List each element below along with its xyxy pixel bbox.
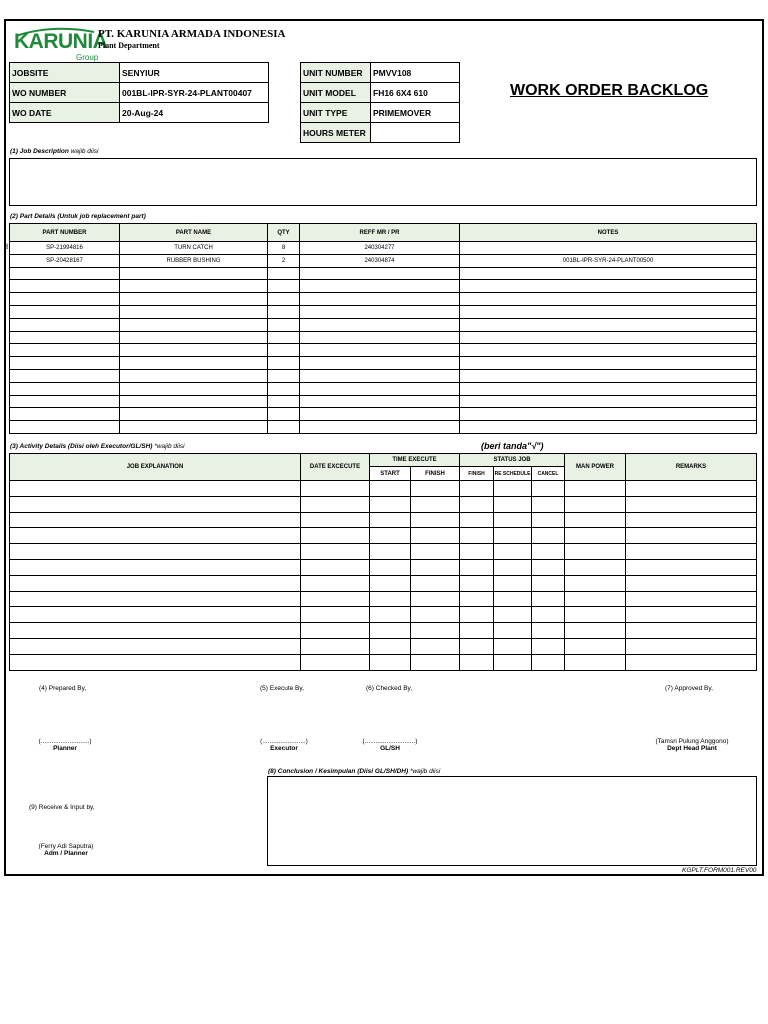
parts-cell-notes[interactable] — [460, 395, 757, 408]
parts-cell-part-name[interactable] — [120, 395, 268, 408]
parts-cell-part-number[interactable] — [10, 395, 120, 408]
activity-cell-status-finish[interactable] — [460, 623, 494, 639]
unit-number-value[interactable]: PMVV108 — [371, 63, 460, 83]
parts-cell-reff[interactable] — [300, 267, 460, 280]
activity-cell-status-finish[interactable] — [460, 575, 494, 591]
activity-cell-remarks[interactable] — [626, 528, 757, 544]
parts-cell-notes[interactable] — [460, 331, 757, 344]
parts-cell-reff[interactable] — [300, 408, 460, 421]
activity-cell-job-explanation[interactable] — [10, 654, 301, 670]
activity-cell-status-finish[interactable] — [460, 654, 494, 670]
activity-cell-status-cancel[interactable] — [532, 623, 565, 639]
activity-cell-man-power[interactable] — [565, 528, 626, 544]
approved-role: Dept Head Plant — [667, 745, 717, 752]
activity-cell-job-explanation[interactable] — [10, 544, 301, 560]
parts-cell-reff[interactable] — [300, 357, 460, 370]
section-8-title: (8) Conclusion / Kesimpulan (Diisi GL/SH/DH) — [268, 768, 409, 775]
receive-name: (Ferry Adi Saputra) — [38, 843, 94, 850]
activity-cell-status-finish[interactable] — [460, 544, 494, 560]
receive-role: Adm / Planner — [44, 850, 88, 857]
activity-cell-status-finish[interactable] — [460, 638, 494, 654]
section-1-title: (1) Job Description — [10, 148, 69, 155]
col-status-cancel: CANCEL — [532, 467, 565, 481]
activity-cell-finish[interactable] — [411, 638, 460, 654]
activity-cell-status-reschedule[interactable] — [494, 512, 532, 528]
col-part-name: PART NAME — [120, 224, 268, 242]
section-8-label — [268, 768, 440, 775]
activity-cell-start[interactable] — [370, 559, 411, 575]
activity-cell-date-execute[interactable] — [301, 481, 370, 497]
activity-cell-remarks[interactable] — [626, 591, 757, 607]
activity-cell-date-execute[interactable] — [301, 528, 370, 544]
info-row-wo-date — [10, 103, 269, 123]
activity-cell-date-execute[interactable] — [301, 591, 370, 607]
activity-cell-man-power[interactable] — [565, 623, 626, 639]
unit-model-label: UNIT MODEL — [301, 83, 371, 103]
activity-cell-finish[interactable] — [411, 544, 460, 560]
parts-cell-qty[interactable]: 8 — [268, 242, 300, 255]
activity-cell-finish[interactable] — [411, 623, 460, 639]
activity-row — [10, 607, 757, 623]
department-name: Plant Department — [98, 41, 160, 50]
unit-type-value[interactable]: PRIMEMOVER — [371, 103, 460, 123]
activity-cell-status-cancel[interactable] — [532, 544, 565, 560]
parts-cell-reff[interactable] — [300, 395, 460, 408]
parts-cell-qty[interactable] — [268, 421, 300, 434]
execute-role: Executor — [270, 745, 298, 752]
parts-cell-part-name[interactable] — [120, 357, 268, 370]
activity-table — [9, 453, 757, 671]
activity-cell-start[interactable] — [370, 575, 411, 591]
parts-cell-notes[interactable] — [460, 382, 757, 395]
activity-row — [10, 544, 757, 560]
parts-cell-reff[interactable]: 240304874 — [300, 254, 460, 267]
activity-row — [10, 481, 757, 497]
activity-cell-finish[interactable] — [411, 512, 460, 528]
parts-cell-notes[interactable] — [460, 280, 757, 293]
wo-number-label: WO NUMBER — [10, 83, 120, 103]
parts-cell-part-number[interactable] — [10, 267, 120, 280]
activity-cell-status-reschedule[interactable] — [494, 623, 532, 639]
info-right-table — [300, 62, 460, 143]
parts-cell-notes[interactable] — [460, 344, 757, 357]
receive-signature — [30, 843, 102, 857]
parts-cell-reff[interactable] — [300, 331, 460, 344]
parts-cell-part-number[interactable]: SP-21994816 — [10, 242, 120, 255]
parts-cell-part-name[interactable]: RUBBER BUSHING — [120, 254, 268, 267]
hours-meter-label: HOURS METER — [301, 123, 371, 143]
activity-cell-finish[interactable] — [411, 559, 460, 575]
checked-signature — [356, 738, 424, 752]
activity-cell-start[interactable] — [370, 591, 411, 607]
info-left-table — [9, 62, 269, 123]
parts-cell-part-number[interactable]: SP-20428167 — [10, 254, 120, 267]
activity-cell-status-reschedule[interactable] — [494, 559, 532, 575]
parts-row — [10, 318, 757, 331]
activity-cell-status-finish[interactable] — [460, 512, 494, 528]
row-marker: d — [4, 244, 8, 251]
jobsite-label: JOBSITE — [10, 63, 120, 83]
section-2-label: (2) Part Details (Untuk job replacement part) — [10, 213, 146, 220]
parts-cell-reff[interactable] — [300, 369, 460, 382]
info-row-unit-model — [301, 83, 460, 103]
parts-header-row — [10, 224, 757, 242]
activity-cell-status-reschedule[interactable] — [494, 575, 532, 591]
activity-cell-status-finish[interactable] — [460, 559, 494, 575]
parts-cell-part-name[interactable] — [120, 421, 268, 434]
activity-row — [10, 575, 757, 591]
col-reff: REFF MR / PR — [300, 224, 460, 242]
activity-cell-remarks[interactable] — [626, 623, 757, 639]
parts-cell-notes[interactable] — [460, 357, 757, 370]
activity-cell-status-finish[interactable] — [460, 528, 494, 544]
prepared-caption: (4) Prepared By, — [39, 685, 87, 692]
col-remarks: REMARKS — [626, 454, 757, 481]
section-1-note: wajib diisi — [70, 148, 99, 155]
parts-cell-part-name[interactable] — [120, 267, 268, 280]
parts-cell-part-number[interactable] — [10, 344, 120, 357]
activity-cell-status-cancel[interactable] — [532, 638, 565, 654]
info-row-wo-number — [10, 83, 269, 103]
parts-row — [10, 357, 757, 370]
activity-cell-status-reschedule[interactable] — [494, 654, 532, 670]
activity-cell-status-cancel[interactable] — [532, 591, 565, 607]
activity-cell-man-power[interactable] — [565, 575, 626, 591]
activity-cell-man-power[interactable] — [565, 512, 626, 528]
activity-cell-status-cancel[interactable] — [532, 575, 565, 591]
section-1-label — [10, 148, 99, 155]
col-start: START — [370, 467, 411, 481]
activity-cell-finish[interactable] — [411, 575, 460, 591]
jobsite-value[interactable]: SENYIUR — [120, 63, 269, 83]
activity-cell-job-explanation[interactable] — [10, 623, 301, 639]
parts-cell-part-number[interactable] — [10, 369, 120, 382]
parts-cell-qty[interactable] — [268, 331, 300, 344]
wo-number-value[interactable]: 001BL-IPR-SYR-24-PLANT00407 — [120, 83, 269, 103]
parts-row — [10, 242, 757, 255]
execute-signature — [252, 738, 316, 752]
parts-row — [10, 344, 757, 357]
activity-cell-status-finish[interactable] — [460, 481, 494, 497]
parts-row — [10, 369, 757, 382]
parts-row — [10, 421, 757, 434]
form-title: WORK ORDER BACKLOG — [510, 82, 709, 99]
parts-cell-part-number[interactable] — [10, 331, 120, 344]
activity-row — [10, 512, 757, 528]
parts-cell-qty[interactable] — [268, 382, 300, 395]
activity-cell-remarks[interactable] — [626, 512, 757, 528]
parts-cell-notes[interactable] — [460, 318, 757, 331]
unit-type-label: UNIT TYPE — [301, 103, 371, 123]
activity-row — [10, 559, 757, 575]
unit-number-label: UNIT NUMBER — [301, 63, 371, 83]
activity-cell-status-cancel[interactable] — [532, 607, 565, 623]
parts-cell-qty[interactable] — [268, 267, 300, 280]
section-3-label — [10, 443, 185, 450]
activity-cell-status-cancel[interactable] — [532, 654, 565, 670]
activity-cell-status-reschedule[interactable] — [494, 496, 532, 512]
activity-cell-status-reschedule[interactable] — [494, 638, 532, 654]
activity-cell-start[interactable] — [370, 623, 411, 639]
activity-cell-date-execute[interactable] — [301, 638, 370, 654]
activity-cell-remarks[interactable] — [626, 481, 757, 497]
activity-cell-date-execute[interactable] — [301, 496, 370, 512]
activity-cell-finish[interactable] — [411, 481, 460, 497]
parts-cell-part-name[interactable] — [120, 318, 268, 331]
activity-cell-man-power[interactable] — [565, 607, 626, 623]
activity-cell-status-reschedule[interactable] — [494, 607, 532, 623]
activity-cell-date-execute[interactable] — [301, 575, 370, 591]
activity-cell-date-execute[interactable] — [301, 607, 370, 623]
parts-cell-reff[interactable] — [300, 305, 460, 318]
parts-cell-part-name[interactable] — [120, 305, 268, 318]
parts-cell-part-number[interactable] — [10, 280, 120, 293]
parts-cell-notes[interactable] — [460, 421, 757, 434]
parts-row — [10, 293, 757, 306]
approved-caption: (7) Approved By, — [665, 685, 713, 692]
activity-cell-status-cancel[interactable] — [532, 496, 565, 512]
activity-cell-finish[interactable] — [411, 528, 460, 544]
activity-cell-start[interactable] — [370, 512, 411, 528]
unit-model-value[interactable]: FH16 6X4 610 — [371, 83, 460, 103]
parts-cell-part-number[interactable] — [10, 357, 120, 370]
parts-cell-part-number[interactable] — [10, 318, 120, 331]
receive-caption: (9) Receive & Input by, — [29, 804, 95, 811]
checked-role: GL/SH — [380, 745, 400, 752]
prepared-role: Planner — [53, 745, 77, 752]
parts-cell-qty[interactable] — [268, 408, 300, 421]
activity-cell-start[interactable] — [370, 528, 411, 544]
parts-cell-notes[interactable] — [460, 293, 757, 306]
execute-caption: (5) Execute By, — [260, 685, 304, 692]
activity-cell-status-finish[interactable] — [460, 607, 494, 623]
activity-cell-status-cancel[interactable] — [532, 481, 565, 497]
activity-cell-status-reschedule[interactable] — [494, 481, 532, 497]
activity-cell-man-power[interactable] — [565, 544, 626, 560]
activity-cell-start[interactable] — [370, 544, 411, 560]
activity-cell-man-power[interactable] — [565, 481, 626, 497]
parts-row — [10, 395, 757, 408]
activity-cell-man-power[interactable] — [565, 559, 626, 575]
activity-cell-man-power[interactable] — [565, 654, 626, 670]
activity-row — [10, 528, 757, 544]
section-3-title: (3) Activity Details (Diisi oleh Executor/GL/SH) — [10, 443, 153, 450]
parts-cell-part-number[interactable] — [10, 408, 120, 421]
activity-row — [10, 496, 757, 512]
logo-group: Group — [76, 53, 99, 62]
job-description-box[interactable] — [9, 158, 757, 206]
parts-cell-reff[interactable] — [300, 421, 460, 434]
parts-cell-qty[interactable] — [268, 280, 300, 293]
activity-cell-remarks[interactable] — [626, 638, 757, 654]
activity-cell-start[interactable] — [370, 607, 411, 623]
parts-row — [10, 305, 757, 318]
parts-row — [10, 267, 757, 280]
section-8-note: *wajib diisi — [409, 768, 441, 775]
activity-cell-remarks[interactable] — [626, 496, 757, 512]
section-3-note: *wajib diisi — [154, 443, 185, 450]
activity-cell-status-cancel[interactable] — [532, 528, 565, 544]
parts-cell-part-name[interactable]: TURN CATCH — [120, 242, 268, 255]
parts-cell-part-name[interactable] — [120, 293, 268, 306]
parts-row — [10, 254, 757, 267]
col-time-execute: TIME EXECUTE — [370, 454, 460, 467]
parts-cell-notes[interactable] — [460, 305, 757, 318]
parts-row — [10, 382, 757, 395]
parts-cell-part-name[interactable] — [120, 344, 268, 357]
col-man-power: MAN POWER — [565, 454, 626, 481]
activity-cell-job-explanation[interactable] — [10, 559, 301, 575]
col-job-explanation: JOB EXPLANATION — [10, 454, 301, 481]
activity-cell-start[interactable] — [370, 481, 411, 497]
activity-cell-status-reschedule[interactable] — [494, 544, 532, 560]
activity-cell-man-power[interactable] — [565, 638, 626, 654]
prepared-signature — [34, 738, 96, 752]
activity-cell-start[interactable] — [370, 496, 411, 512]
activity-cell-remarks[interactable] — [626, 559, 757, 575]
parts-cell-qty[interactable]: 2 — [268, 254, 300, 267]
parts-table — [9, 223, 757, 434]
parts-cell-reff[interactable]: 240304277 — [300, 242, 460, 255]
col-status-reschedule: RE SCHEDULE — [494, 467, 532, 481]
parts-cell-part-number[interactable] — [10, 382, 120, 395]
parts-cell-part-number[interactable] — [10, 305, 120, 318]
col-part-number: PART NUMBER — [10, 224, 120, 242]
parts-cell-notes[interactable] — [460, 369, 757, 382]
activity-cell-man-power[interactable] — [565, 496, 626, 512]
parts-cell-reff[interactable] — [300, 318, 460, 331]
execute-name: (........................) — [260, 738, 308, 745]
activity-cell-job-explanation[interactable] — [10, 638, 301, 654]
info-row-hours-meter — [301, 123, 460, 143]
approved-signature — [646, 738, 738, 752]
activity-cell-remarks[interactable] — [626, 575, 757, 591]
activity-cell-job-explanation[interactable] — [10, 496, 301, 512]
activity-cell-finish[interactable] — [411, 496, 460, 512]
activity-cell-finish[interactable] — [411, 607, 460, 623]
activity-cell-job-explanation[interactable] — [10, 481, 301, 497]
activity-cell-status-finish[interactable] — [460, 591, 494, 607]
parts-cell-part-name[interactable] — [120, 331, 268, 344]
activity-cell-date-execute[interactable] — [301, 654, 370, 670]
activity-cell-start[interactable] — [370, 654, 411, 670]
checked-caption: (6) Checked By, — [366, 685, 413, 692]
parts-row — [10, 280, 757, 293]
activity-cell-status-finish[interactable] — [460, 496, 494, 512]
col-status-finish: FINISH — [460, 467, 494, 481]
parts-cell-part-number[interactable] — [10, 421, 120, 434]
parts-cell-qty[interactable] — [268, 357, 300, 370]
parts-cell-notes[interactable]: 001BL-IPR-SYR-24-PLANT00500 — [460, 254, 757, 267]
activity-cell-date-execute[interactable] — [301, 512, 370, 528]
activity-cell-status-cancel[interactable] — [532, 559, 565, 575]
activity-cell-job-explanation[interactable] — [10, 591, 301, 607]
activity-row — [10, 591, 757, 607]
checked-name: (............................) — [362, 738, 418, 745]
col-qty: QTY — [268, 224, 300, 242]
activity-cell-man-power[interactable] — [565, 591, 626, 607]
activity-cell-date-execute[interactable] — [301, 559, 370, 575]
parts-cell-qty[interactable] — [268, 293, 300, 306]
activity-cell-remarks[interactable] — [626, 654, 757, 670]
activity-cell-finish[interactable] — [411, 654, 460, 670]
parts-cell-reff[interactable] — [300, 344, 460, 357]
activity-cell-status-cancel[interactable] — [532, 512, 565, 528]
parts-cell-part-name[interactable] — [120, 369, 268, 382]
col-date-execute: DATE EXCECUTE — [301, 454, 370, 481]
parts-cell-part-name[interactable] — [120, 382, 268, 395]
activity-cell-remarks[interactable] — [626, 607, 757, 623]
parts-cell-qty[interactable] — [268, 305, 300, 318]
parts-cell-notes[interactable] — [460, 267, 757, 280]
approved-name: (Tamsri Pulung Anggono) — [655, 738, 729, 745]
activity-cell-job-explanation[interactable] — [10, 512, 301, 528]
footer-code: KGPLT.FORM001.REV00 — [682, 867, 757, 874]
activity-row — [10, 654, 757, 670]
karunia-logo — [12, 26, 108, 62]
hours-meter-value[interactable] — [371, 123, 460, 143]
parts-cell-reff[interactable] — [300, 382, 460, 395]
info-row-unit-number — [301, 63, 460, 83]
activity-cell-job-explanation[interactable] — [10, 607, 301, 623]
parts-cell-reff[interactable] — [300, 293, 460, 306]
activity-cell-finish[interactable] — [411, 591, 460, 607]
parts-cell-qty[interactable] — [268, 369, 300, 382]
prepared-name: (...........................) — [38, 738, 92, 745]
parts-row — [10, 408, 757, 421]
activity-header-row-1 — [10, 454, 757, 467]
tick-note: (beri tanda"√") — [481, 441, 544, 451]
activity-cell-status-reschedule[interactable] — [494, 528, 532, 544]
parts-cell-part-number[interactable] — [10, 293, 120, 306]
parts-cell-qty[interactable] — [268, 344, 300, 357]
parts-cell-part-name[interactable] — [120, 408, 268, 421]
activity-cell-date-execute[interactable] — [301, 544, 370, 560]
parts-cell-notes[interactable] — [460, 408, 757, 421]
col-status-job: STATUS JOB — [460, 454, 565, 467]
info-row-unit-type — [301, 103, 460, 123]
activity-cell-status-reschedule[interactable] — [494, 591, 532, 607]
wo-date-value[interactable]: 20-Aug-24 — [120, 103, 269, 123]
parts-cell-part-name[interactable] — [120, 280, 268, 293]
col-finish: FINISH — [411, 467, 460, 481]
activity-row — [10, 638, 757, 654]
activity-cell-date-execute[interactable] — [301, 623, 370, 639]
activity-cell-start[interactable] — [370, 638, 411, 654]
parts-row — [10, 331, 757, 344]
col-notes: NOTES — [460, 224, 757, 242]
activity-cell-job-explanation[interactable] — [10, 575, 301, 591]
parts-cell-qty[interactable] — [268, 318, 300, 331]
parts-cell-qty[interactable] — [268, 395, 300, 408]
info-row-jobsite — [10, 63, 269, 83]
parts-cell-reff[interactable] — [300, 280, 460, 293]
parts-cell-notes[interactable] — [460, 242, 757, 255]
company-name: PT. KARUNIA ARMADA INDONESIA — [98, 28, 286, 40]
activity-cell-job-explanation[interactable] — [10, 528, 301, 544]
logo-text: KARUNIA — [14, 30, 108, 53]
wo-date-label: WO DATE — [10, 103, 120, 123]
activity-row — [10, 623, 757, 639]
activity-cell-remarks[interactable] — [626, 544, 757, 560]
conclusion-box[interactable] — [267, 776, 757, 866]
